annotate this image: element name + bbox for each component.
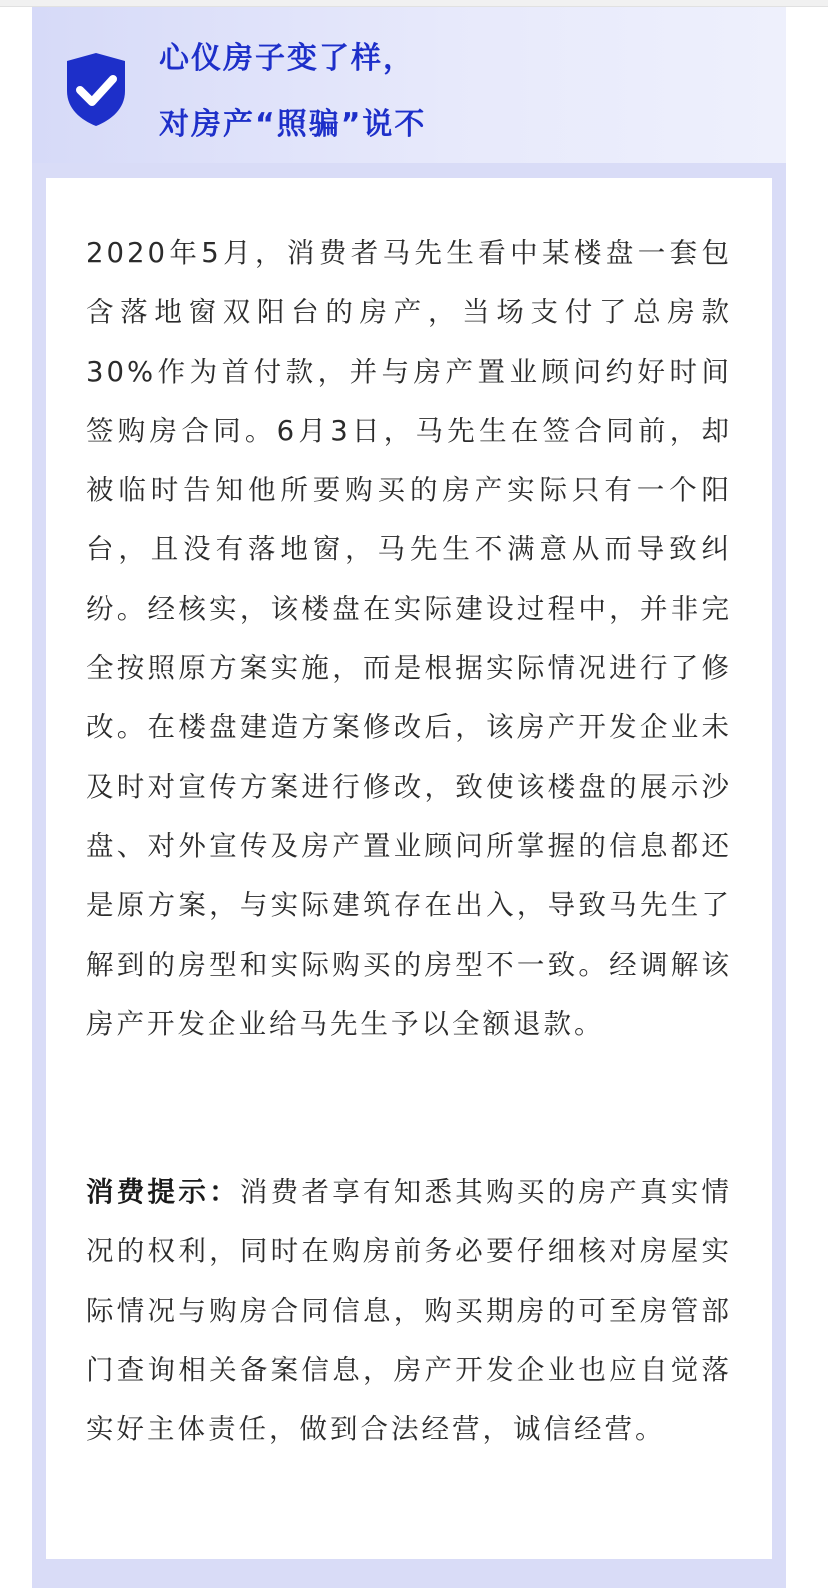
consumer-tip-label: 消费提示： xyxy=(86,1176,240,1208)
card-title-line-2: 对房产“照骗”说不 xyxy=(159,107,427,142)
consumer-case-card xyxy=(32,7,786,1588)
card-title-line-1: 心仪房子变了样， xyxy=(159,41,415,76)
card-content xyxy=(46,178,772,1559)
card-header xyxy=(32,7,786,163)
top-divider xyxy=(0,0,828,7)
consumer-tip xyxy=(86,1163,732,1459)
consumer-tip-text: 消费者享有知悉其购买的房产真实情况的权利，同时在购房前务必要仔细核对房屋实际情况与购房合同信息，购买期房的可至房管部门查询相关备案信息，房产开发企业也应自觉落实好主体责任，做到合法经营，诚信经营。 xyxy=(86,1176,732,1446)
shield-check-icon xyxy=(64,51,128,127)
case-description: 2020年5月，消费者马先生看中某楼盘一套包含落地窗双阳台的房产，当场支付了总房款30%作为首付款，并与房产置业顾问约好时间签购房合同。6月3日，马先生在签合同前，却被临时告知他所要购买的房产实际只有一个阳台，且没有落地窗，马先生不满意从而导致纠纷。经核实，该楼盘在实际建设过程中，并非完全按照原方案实施，而是根据实际情况进行了修改。在楼盘建造方案修改后，该房产开发企业未及时对宣传方案进行修改，致使该楼盘的展示沙盘、对外宣传及房产置业顾问所掌握的信息都还是原方案，与实际建筑存在出入，导致马先生了解到的房型和实际购买的房型不一致。经调解该房产开发企业给马先生予以全额退款。 xyxy=(86,237,732,1040)
